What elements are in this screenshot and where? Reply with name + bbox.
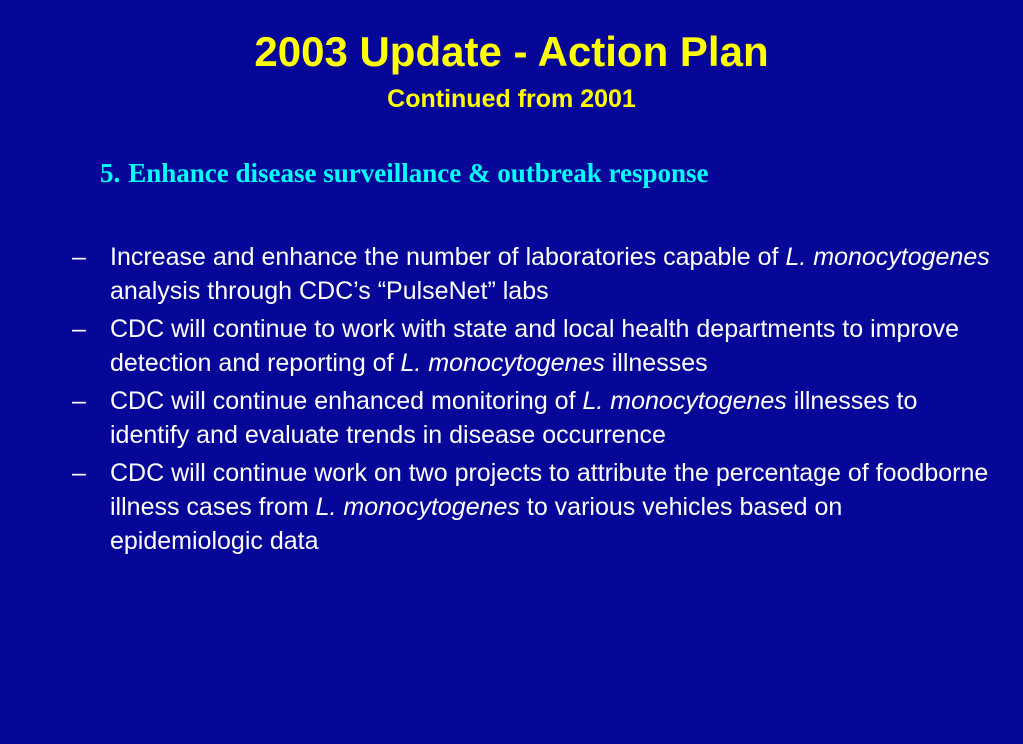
- bullet-item: [72, 240, 992, 308]
- bullet-list: [72, 240, 992, 562]
- section-number: 5.: [100, 158, 121, 188]
- section-heading-text: Enhance disease surveillance & outbreak response: [128, 158, 709, 188]
- bullet-text: CDC will continue work on two projects to attribute the percentage of foodborne illness cases from: [110, 459, 989, 521]
- bullet-dash: –: [72, 243, 86, 271]
- bullet-text: illnesses: [604, 349, 708, 377]
- bullet-item: [72, 312, 992, 380]
- section-heading: [100, 155, 709, 191]
- bullet-dash: –: [72, 315, 86, 343]
- slide-title: 2003 Update - Action Plan: [254, 28, 769, 75]
- bullet-text: CDC will continue enhanced monitoring of: [110, 387, 583, 415]
- bullet-text: to various vehicles based on epidemiologic data: [110, 493, 843, 555]
- bullet-item: [72, 384, 992, 452]
- organism-name: L. monocytogenes: [582, 387, 787, 415]
- bullet-text: illnesses to identify and evaluate trends in disease occurrence: [110, 387, 918, 449]
- organism-name: L. monocytogenes: [400, 349, 605, 377]
- organism-name: L. monocytogenes: [315, 493, 520, 521]
- bullet-dash: –: [72, 459, 86, 487]
- bullet-item: [72, 456, 992, 558]
- bullet-dash: –: [72, 387, 86, 415]
- bullet-text: CDC will continue to work with state and local health departments to improve detection and reporting of: [110, 315, 960, 377]
- organism-name: L. monocytogenes: [785, 243, 990, 271]
- bullet-text: analysis through CDC’s “PulseNet” labs: [110, 277, 549, 305]
- bullet-text: Increase and enhance the number of laboratories capable of: [110, 243, 786, 271]
- slide-subtitle: Continued from 2001: [387, 85, 636, 113]
